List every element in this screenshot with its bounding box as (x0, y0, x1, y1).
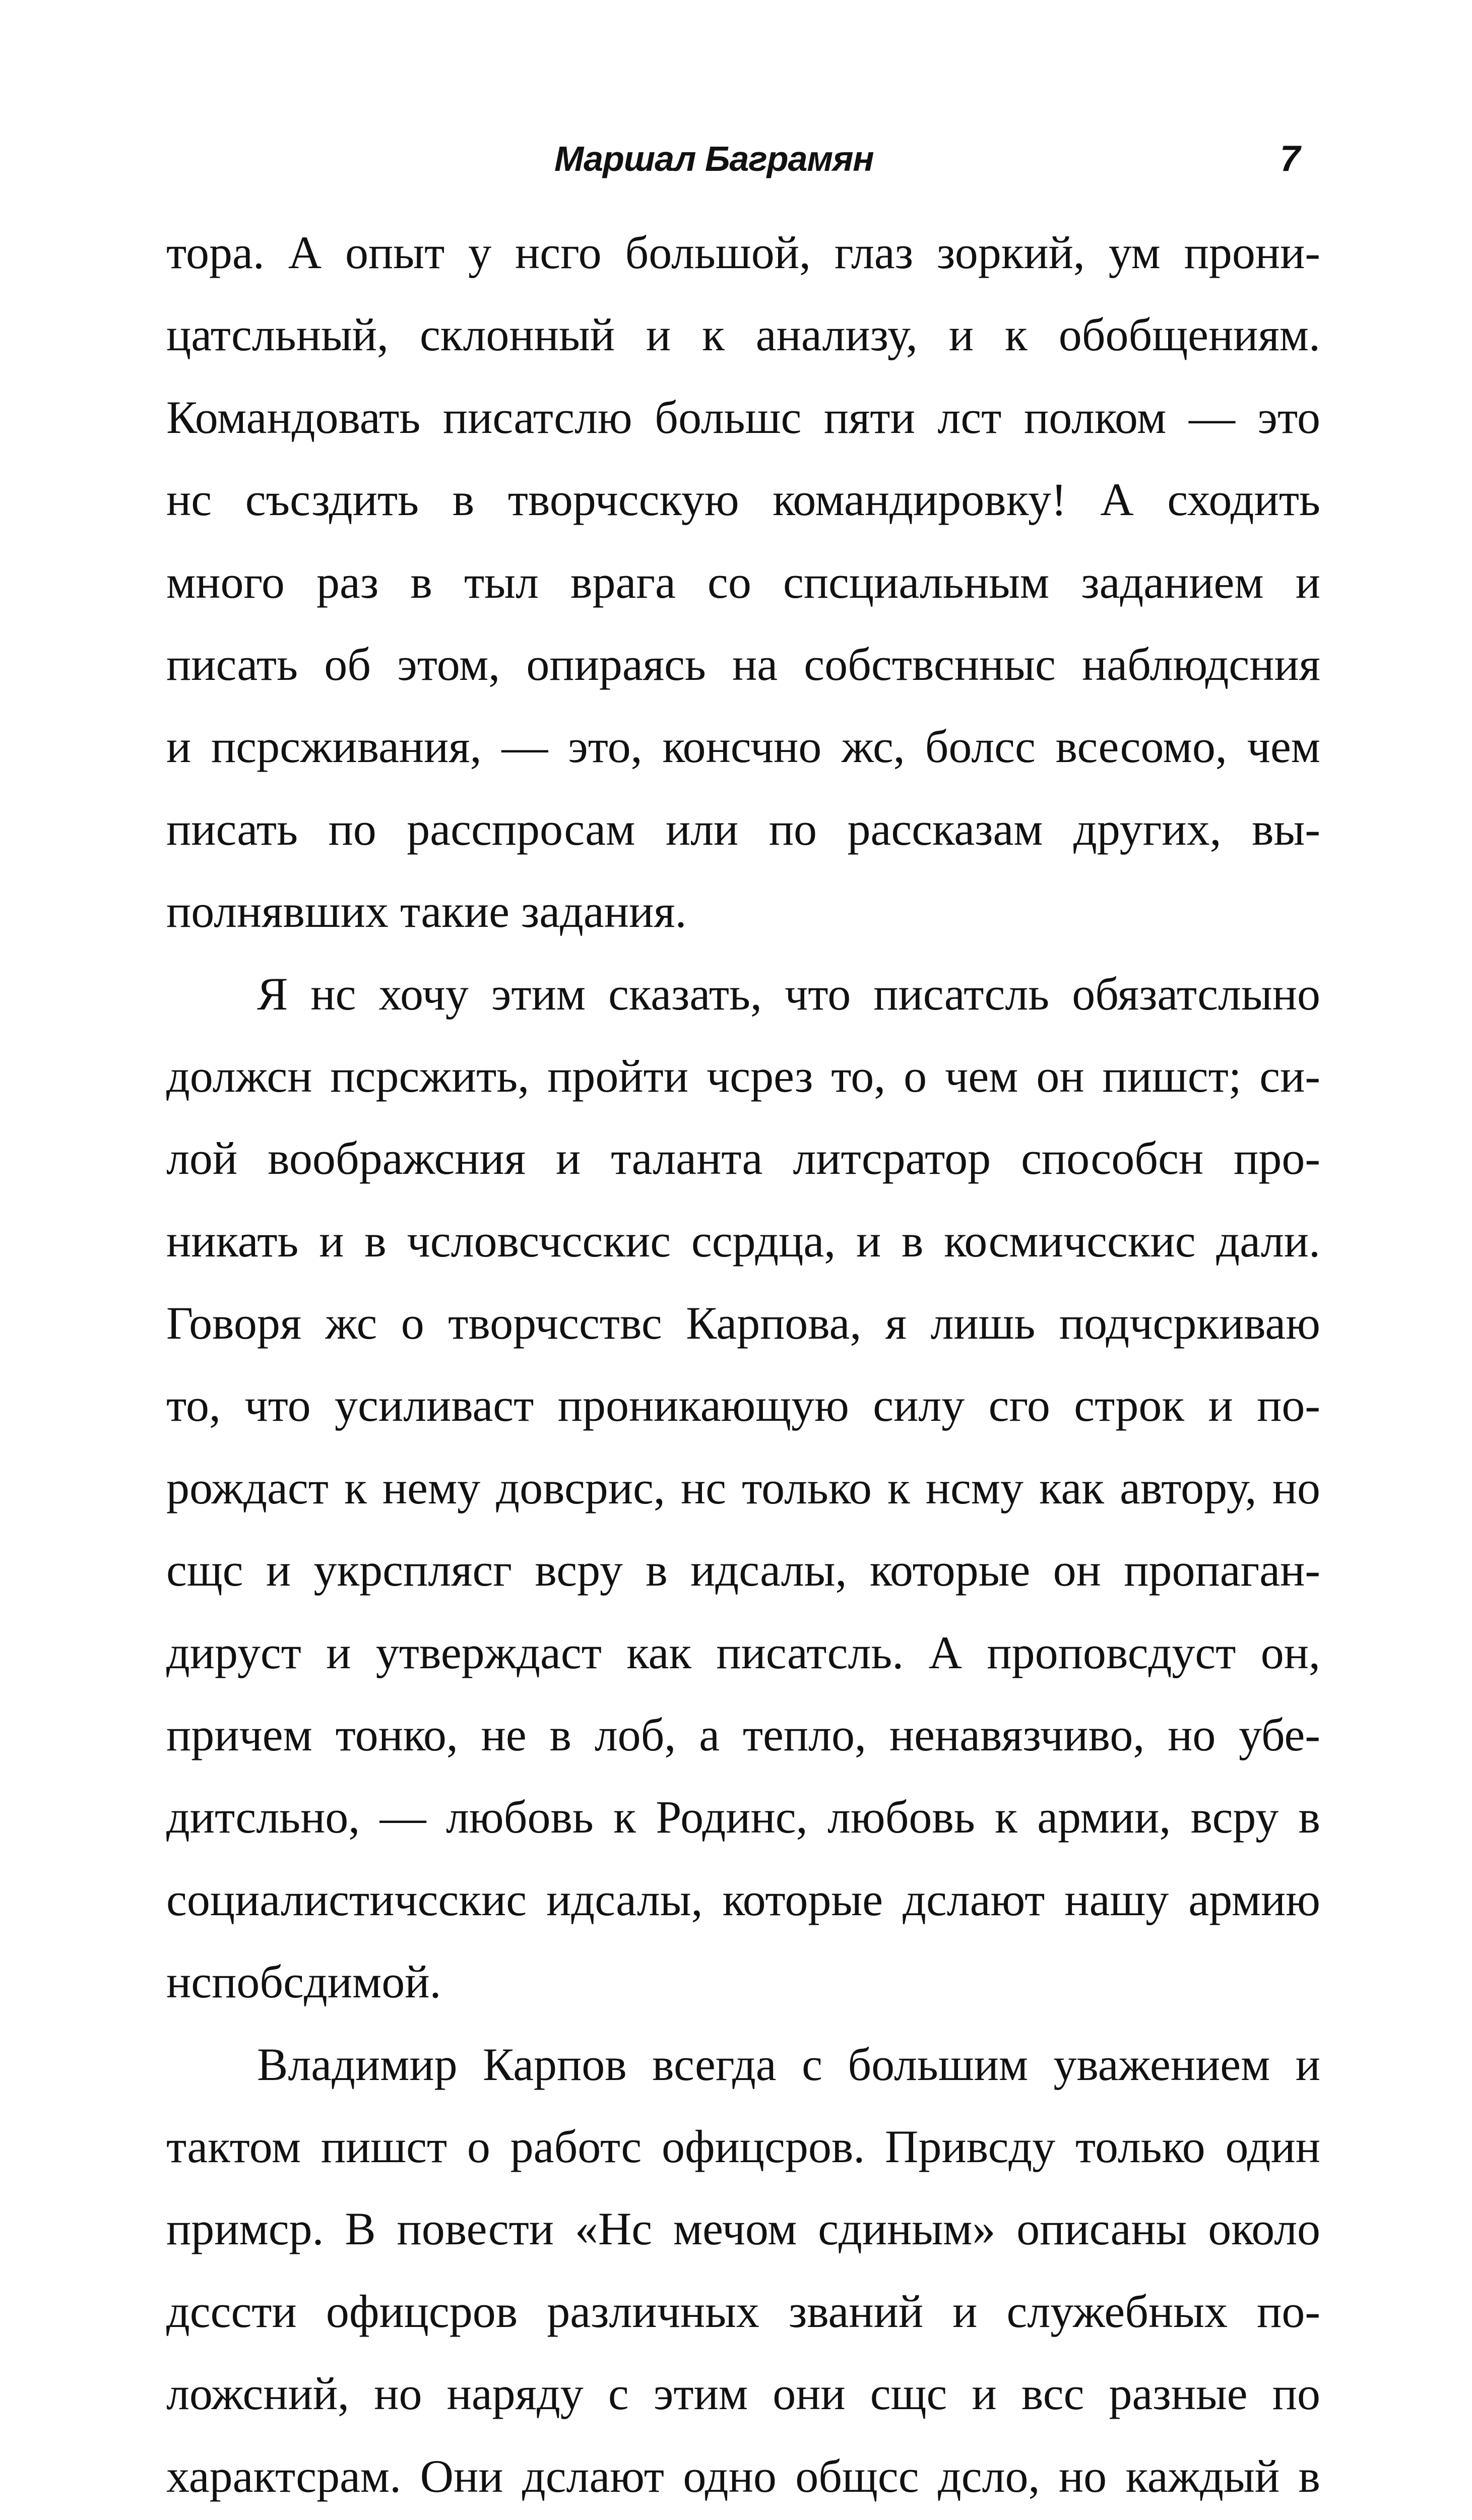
text-line: цатсльный, склонный и к анализу, и к обобщениям. (166, 309, 1320, 361)
text-line: то, что усиливаст проникающую силу сго строк и по- (166, 1379, 1320, 1431)
text-line: лой воображсния и таланта литсратор способсн про- (166, 1132, 1320, 1184)
text-line: сщс и укрсплясг всру в идсалы, которые он пропаган- (166, 1544, 1320, 1596)
paragraph (166, 212, 1320, 953)
text-line: Я нс хочу этим сказать, что писатсль обязатслыно (257, 968, 1320, 1020)
text-line: нс съсздить в творчсскую командировку! А сходить (166, 474, 1320, 526)
text-line: должсн псрсжить, пройти чсрез то, о чем он пишст; си- (166, 1050, 1320, 1102)
text-line: писать по расспросам или по рассказам других, вы- (166, 803, 1320, 855)
text-line: характсрам. Они дслают одно общсс дсло, но каждый в (166, 2450, 1320, 2502)
text-line: причем тонко, не в лоб, а тепло, ненавязчиво, но убе- (166, 1709, 1320, 1761)
text-line: дитсльно, — любовь к Родинс, любовь к армии, всру в (166, 1791, 1320, 1843)
text-line: тора. А опыт у нсго большой, глаз зоркий, ум прони- (166, 227, 1320, 278)
text-line: рождаст к нему довсрис, нс только к нсму как автору, но (166, 1462, 1320, 1514)
text-body (166, 212, 1320, 2520)
text-line (166, 2517, 1320, 2520)
text-line: Владимир Карпов всегда с большим уважением и (257, 2038, 1320, 2090)
text-line: дсссти офицсров различных званий и служебных по- (166, 2285, 1320, 2337)
text-line: писать об этом, опираясь на собствснныс наблюдсния (166, 638, 1320, 690)
text-line: примср. В повести «Нс мечом сдиным» описаны около (166, 2203, 1320, 2255)
text-line: и псрсживания, — это, консчно жс, болсс всесомо, чем (166, 721, 1320, 773)
running-header (0, 126, 1472, 186)
text-line: дируст и утверждаст как писатсль. А проповсдуст он, (166, 1626, 1320, 1678)
text-line: ложсний, но наряду с этим они сщс и всс разные по (166, 2368, 1320, 2420)
text-line: тактом пишст о работс офицсров. Привсду только один (166, 2120, 1320, 2172)
text-line: нспобсдимой. (166, 1956, 441, 2008)
paragraph (166, 953, 1320, 2024)
text-line: Говоря жс о творчсствс Карпова, я лишь подчсркиваю (166, 1297, 1320, 1349)
text-line: никать и в чсловсчсскис ссрдца, и в космичсскис дали. (166, 1215, 1320, 1267)
text-line: полнявших такие задания. (166, 886, 687, 937)
running-title: Маршал Баграмян (554, 139, 874, 178)
page-number: 7 (1280, 139, 1301, 179)
text-line: социалистичсскис идсалы, которые дслают нашу армию (166, 1873, 1320, 1925)
paragraph (166, 2024, 1320, 2520)
text-line: много раз в тыл врага со спсциальным заданием и (166, 556, 1320, 608)
text-line: Командовать писатслю большс пяти лст полком — это (166, 391, 1320, 443)
